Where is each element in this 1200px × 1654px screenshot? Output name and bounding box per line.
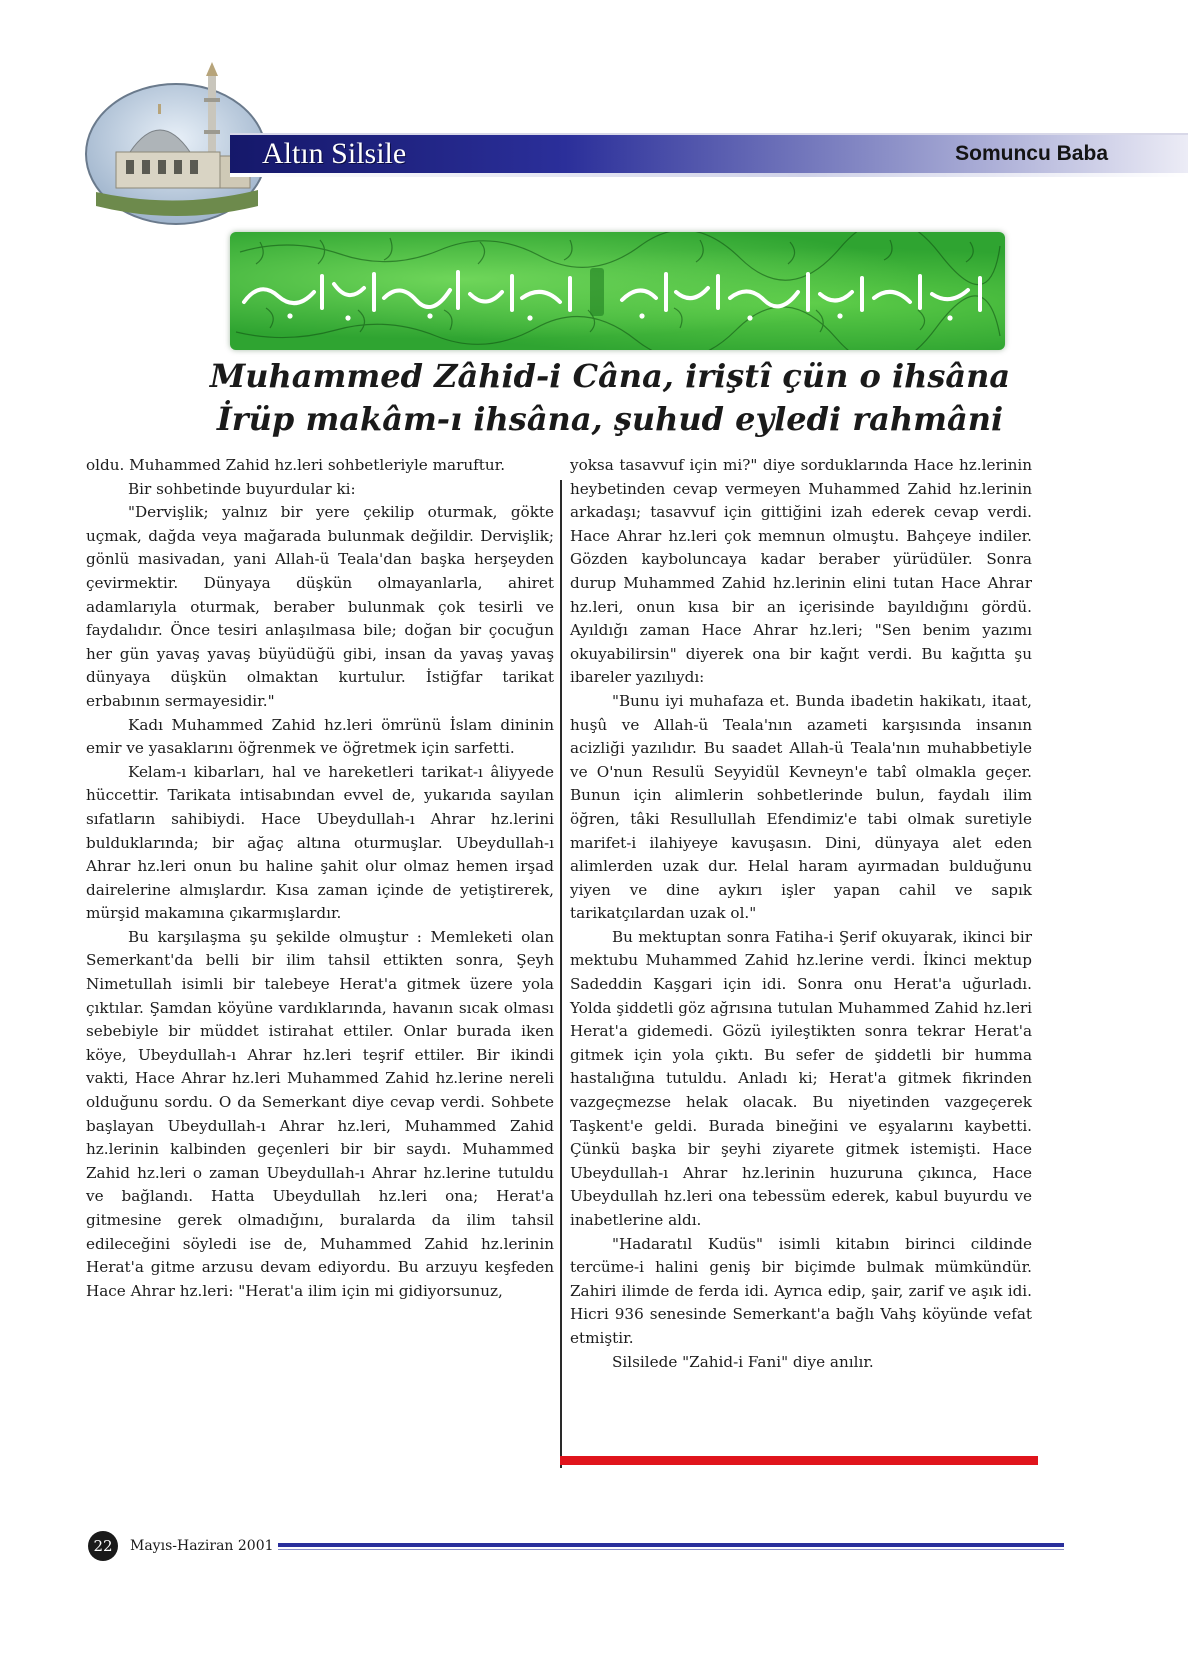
footer-rule-thin (278, 1549, 1064, 1550)
end-of-article-bar (560, 1456, 1038, 1465)
paragraph: "Bunu iyi muhafaza et. Bunda ibadetin hakikatı, itaat, huşû ve Allah-ü Teala'nın azameti karşısında insanın acizliği yazılıdır. Bu saadet Allah-ü Teala'nın muhabbetiyle ve O'nun Resulü Seyyidül Kevneyn'e tabî olmakla geçer. Bunun için alimlerin sohbetlerinde bulun, faydalı ilim öğren, tâki Resullullah Efendimiz'e tabi olmak suretiyle marifet-i ilahiyeye kavuşasın. Dini, dünyaya alet eden alimlerden uzak dur. Helal haram ayırmadan bulduğunu yiyen ve dine aykırı işler yapan cahil ve sapık tarikatçılardan uzak ol." (570, 691, 1032, 923)
headline-line-2: İrüp makâm-ı ihsâna, şuhud eyledi rahmâni (216, 400, 1004, 438)
paragraph: Kelam-ı kibarları, hal ve hareketleri tarikat-ı âliyyede hüccettir. Tarikata intisabından evvel de, yukarıda sayılan sıfatların sahibiydi. Hace Ubeydullah-ı Ahrar hz.lerini bulduklarında; bir ağaç altına oturmuşlar. Ubeydullah-ı Ahrar hz.leri onun bu haline şahit olur olmaz hemen irşad dairelerine almışlardır. Kısa zaman içinde de yetiştirerek, mürşid makamına çıkarmışlardır. (86, 762, 554, 923)
body-column-right (570, 454, 1032, 1374)
paragraph: Bu mektuptan sonra Fatiha-i Şerif okuyarak, ikinci bir mektubu Muhammed Zahid hz.lerine verdi. İkinci mektup Sadeddin Kaşgari için idi. Sonra onu Herat'a uğurladı. Yolda şiddetli göz ağrısına tutulan Muhammed Zahid hz.leri Herat'a gidemedi. Gözü iyileştikten sonra tekrar Herat'a gitmek için yola çıktı. Bu sefer de şiddetli bir humma hastalığına tutuldu. Anladı ki; Herat'a gitmek fikrinden vazgeçmezse helak olacak. Bu niyetinden vazgeçerek Taşkent'e geldi. Burada bineğini ve eşyalarını kaybetti. Çünkü başka bir şeyhi ziyarete gitmek istemişti. Hace Ubeydullah-ı Ahrar hz.lerinin huzuruna çıkınca, Hace Ubeydullah hz.leri ona tebessüm ederek, kabul buyurdu ve inabetlerine aldı. (570, 927, 1032, 1229)
body-column-left (86, 454, 554, 1303)
paragraph: Bu karşılaşma şu şekilde olmuştur : Memleketi olan Semerkant'da belli bir ilim tahsil ettikten sonra, Şeyh Nimetullah isimli bir talebeye Herat'a gitmek üzere yola çıktılar. Şamdan köyüne vardıklarında, havanın sıcak olması sebebiyle bir müddet istirahat ettiler. Onlar burada iken köye, Ubeydullah-ı Ahrar hz.leri teşrif ettiler. Bir ikindi vakti, Hace Ahrar hz.leri Muhammed Zahid hz.lerine nereli olduğunu sordu. O da Semerkant diye cevap verdi. Sohbete başlayan Ubeydullah-ı Ahrar hz.leri, Muhammed Zahid hz.lerinin kalbinden geçenleri bir bir saydı. Muhammed Zahid hz.leri o zaman Ubeydullah-ı Ahrar hz.lerine tutuldu ve bağlandı. Hatta Ubeydullah hz.leri ona; Herat'a gitmesine gerek olmadığını, buralarda da ilim tahsil edileceğini söyledi ise de, Muhammed Zahid hz.lerinin Herat'a gitme arzusu devam ediyordu. Bu arzuyu keşfeden Hace Ahrar hz.leri: "Herat'a ilim için mi gidiyorsunuz, (86, 927, 554, 1300)
section-title: Altın Silsile (262, 137, 407, 170)
paragraph: Bir sohbetinde buyurdular ki: (128, 479, 356, 498)
column-divider (560, 480, 562, 1468)
header-band-stripe (230, 173, 1188, 177)
paragraph: "Hadaratıl Kudüs" isimli kitabın birinci cildinde tercüme-i halini geniş bir biçimde bulmak mümkündür. Zahiri ilimde de ferda idi. Ayrıca edip, şair, zarif ve aşık idi. Hicri 936 senesinde Semerkant'a bağlı Vahş köyünde vefat etmiştir. (570, 1234, 1032, 1347)
paragraph: yoksa tasavvuf için mi?" diye sorduklarında Hace hz.lerinin heybetinden cevap vermeyen Muhammed Zahid hz.lerinin arkadaşı; tasavvuf için gittiğini izah ederek cevap verdi. Hace Ahrar hz.leri çok memnun olmuştu. Bahçeye indiler. Gözden kayboluncaya kadar beraber yürüdüler. Sonra durup Muhammed Zahid hz.lerinin elini tutan Hace Ahrar hz.leri, onun kısa bir an içerisinde bayıldığını gördü. Ayıldığı zaman Hace Ahrar hz.leri; "Sen benim yazımı okuyabilirsin" diyerek ona bir kağıt verdi. Bu kağıtta şu ibareler yazılıydı: (570, 456, 1032, 687)
arabic-calligraphy-banner-icon (230, 232, 1005, 350)
issue-date: Mayıs-Haziran 2001 (130, 1538, 274, 1554)
footer-rule (278, 1543, 1064, 1547)
magazine-brand: Somuncu Baba (955, 142, 1108, 165)
paragraph: oldu. Muhammed Zahid hz.leri sohbetleriyle maruftur. (86, 456, 506, 474)
paragraph: Kadı Muhammed Zahid hz.leri ömrünü İslam dininin emir ve yasaklarını öğrenmek ve öğretmek için sarfetti. (86, 715, 554, 758)
paragraph: Silsilede "Zahid-i Fani" diye anılır. (612, 1352, 874, 1371)
page-number: 22 (88, 1531, 118, 1561)
calligraphy-strokes (230, 232, 1005, 350)
headline-line-1: Muhammed Zâhid-i Câna, iriştî çün o ihsâna (209, 357, 1011, 395)
paragraph: "Dervişlik; yalnız bir yere çekilip oturmak, gökte uçmak, dağda veya mağarada bulunmak değildir. Dervişlik; gönlü masivadan, yani Allah-ü Teala'dan başka herşeyden çevirmektir. Dünyaya düşkün olmayanlarla, ahiret adamlarıyla oturmak, beraber bulunmak çok tesirli ve faydalıdır. Önce tesiri anlaşılmasa bile; doğan bir çocuğun her gün yavaş yavaş büyüdüğü gibi, insan da yavaş yavaş dünyaya düşkün olmaktan kurtulur. İstiğfar tarikat erbabının sermayesidir." (86, 503, 554, 710)
